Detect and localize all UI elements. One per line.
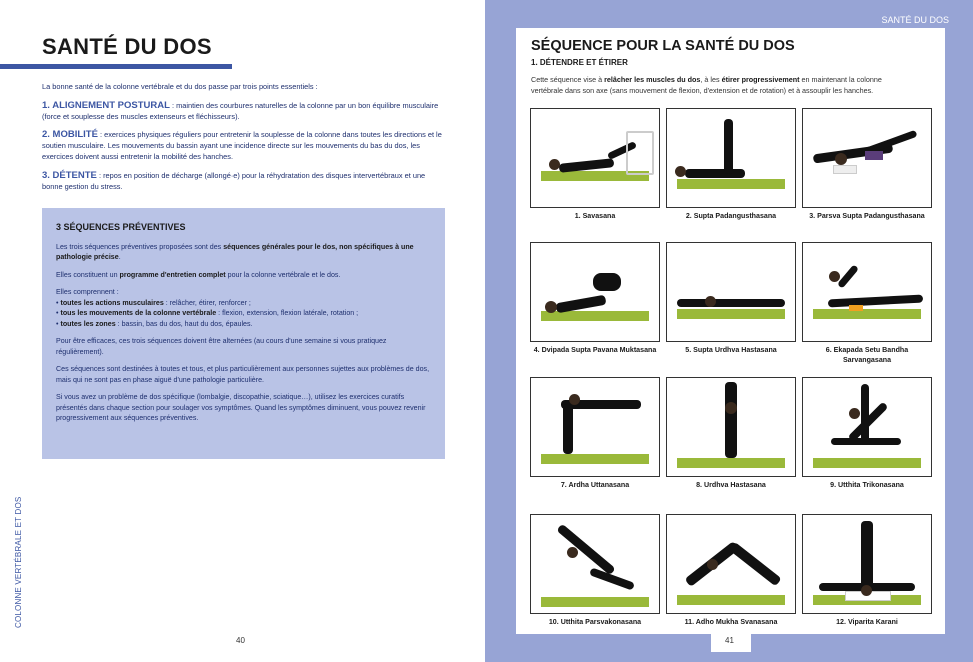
point-label: 1. ALIGNEMENT POSTURAL [42, 99, 170, 111]
preventive-sequences-box [42, 208, 445, 459]
page-number-box [711, 634, 751, 652]
pose-photo [530, 108, 660, 208]
pose-photo [802, 377, 932, 477]
text: . [118, 253, 121, 261]
box-paragraph-5: Ces séquences sont destinées à toutes et tous, et plus particulièrement aux personnes sujettes aux problèmes de dos, mais qui ne sont pas en phase aiguë d'une pathologie particulière. [56, 365, 430, 384]
point-label: 3. DÉTENTE [42, 169, 97, 181]
bullet-text: : bassin, bas du dos, haut du dos, épaules. [115, 319, 253, 328]
pose-card [530, 242, 660, 356]
pose-photo [666, 108, 796, 208]
text: Elles comprennent : [56, 288, 119, 296]
sequence-subtitle: 1. DÉTENDRE ET ÉTIRER [531, 58, 628, 67]
point-mobility [42, 130, 442, 162]
sequence-title: SÉQUENCE POUR LA SANTÉ DU DOS [531, 38, 795, 54]
text: Elles constituent un [56, 270, 120, 279]
sequence-description [531, 75, 913, 96]
pose-label: 1. Savasana [574, 212, 616, 220]
pose-photo [530, 377, 660, 477]
text: pour la colonne vertébrale et le dos. [225, 270, 341, 279]
pose-label: 10. Utthita Parsvakonasana [548, 618, 642, 626]
pose-photo [666, 377, 796, 477]
point-text: : exercices physiques réguliers pour entretenir la souplesse de la colonne dans toutes les directions et le soutien musculaire. Les mouvements du bassin ayant une incidence directe sur les mouvements du bas du dos, les exercices doivent aussi entretenir la mobilité des hanches. [42, 130, 442, 161]
intro-text [42, 82, 442, 200]
pose-label: 11. Adho Mukha Svanasana [684, 618, 778, 626]
pose-card [666, 108, 796, 222]
pose-label: 2. Supta Padangusthasana [685, 212, 777, 220]
pose-card [802, 514, 932, 628]
text-bold: programme d'entretien complet [119, 270, 226, 279]
page-number-right: 41 [725, 636, 734, 645]
box-paragraph-3: Elles comprennent : • toutes les actions musculaires : relâcher, étirer, renforcer ; • tous les mouvements de la colonne vertébrale : flexion, extension, flexion latérale, rotation ; • toutes les zones : bassin, bas du dos, haut du dos, épaules. [56, 288, 359, 328]
title-underline [0, 64, 232, 69]
running-header: SANTÉ DU DOS [881, 15, 949, 25]
pose-photo [530, 514, 660, 614]
pose-card [530, 514, 660, 628]
box-title: 3 SÉQUENCES PRÉVENTIVES [56, 222, 186, 232]
pose-card [666, 377, 796, 491]
left-page [0, 0, 485, 662]
pose-photo [802, 514, 932, 614]
pose-label: 5. Supta Urdhva Hastasana [685, 346, 777, 354]
bullet-bold: toutes les actions musculaires [60, 298, 164, 307]
page-title: SANTÉ DU DOS [42, 34, 212, 59]
text: , à les [700, 75, 722, 84]
bullet-bold: tous les mouvements de la colonne vertébrale [60, 309, 217, 317]
pose-label: 4. Dvipada Supta Pavana Muktasana [533, 346, 657, 354]
box-paragraph-1 [56, 242, 431, 263]
box-paragraph-6: Si vous avez un problème de dos spécifique (lombalgie, discopathie, sciatique…), utilisez les exercices curatifs présentés dans chaque section pour soulager vos symptômes. Quand les symptômes diminuent, vous pouvez revenir progressivement aux séquences préventives. [56, 393, 426, 422]
bullet-bold: toutes les zones [60, 319, 116, 328]
box-paragraph-4: Pour être efficaces, ces trois séquences doivent être alternées (au cours d'une semaine si vous pratiquez régulièrement). [56, 337, 387, 356]
pose-label: 9. Utthita Trikonasana [830, 481, 904, 489]
point-text: : repos en position de décharge (allongé·e) pour la réhydratation des disques intervertébraux et une bonne gestion du stress. [42, 170, 426, 191]
pose-card [666, 242, 796, 356]
pose-photo [666, 242, 796, 342]
text: en maintenant la colonne vertébrale dans son axe (sans mouvement de flexion, d'extension et de rotation) et à assouplir les hanches. [531, 75, 882, 95]
point-alignment [42, 101, 442, 123]
page-number-left: 40 [236, 636, 245, 645]
text-bold: relâcher les muscles du dos [604, 75, 701, 84]
point-label: 2. MOBILITÉ [42, 129, 98, 141]
pose-card [802, 108, 932, 222]
text-bold: étirer progressivement [721, 75, 800, 84]
point-text: : maintien des courbures naturelles de la colonne par un bon équilibre musculaire (force et souplesse des muscles extenseurs et fléchisseurs). [42, 100, 439, 121]
intro-paragraph: La bonne santé de la colonne vertébrale et du dos passe par trois points essentiels : [42, 82, 318, 91]
sequence-card [516, 28, 945, 634]
vertical-section-title: COLONNE VERTÉBRALE ET DOS [14, 496, 23, 628]
pose-photo [666, 514, 796, 614]
pose-photo [802, 108, 932, 208]
pose-card [802, 242, 932, 365]
text: Les trois séquences préventives proposées sont des [56, 242, 224, 251]
pose-card [666, 514, 796, 628]
bullet-text: : relâcher, étirer, renforcer ; [163, 298, 251, 307]
text-bold: séquences générales pour le dos, non spécifiques à une pathologie précise [56, 242, 414, 261]
point-relaxation [42, 171, 442, 193]
pose-label: 3. Parsva Supta Padangusthasana [809, 212, 925, 220]
pose-photo [530, 242, 660, 342]
pose-label: 6. Ekapada Setu Bandha Sarvangasana [825, 346, 909, 364]
pose-card [530, 108, 660, 222]
bullet-text: : flexion, extension, flexion latérale, rotation ; [216, 309, 359, 317]
text: Cette séquence vise à [531, 75, 605, 84]
pose-label: 7. Ardha Uttanasana [560, 481, 630, 489]
pose-card [530, 377, 660, 491]
pose-label: 12. Viparita Karani [836, 618, 898, 626]
pose-label: 8. Urdhva Hastasana [696, 481, 766, 489]
pose-card [802, 377, 932, 491]
box-paragraph-2 [56, 270, 431, 281]
pose-photo [802, 242, 932, 342]
